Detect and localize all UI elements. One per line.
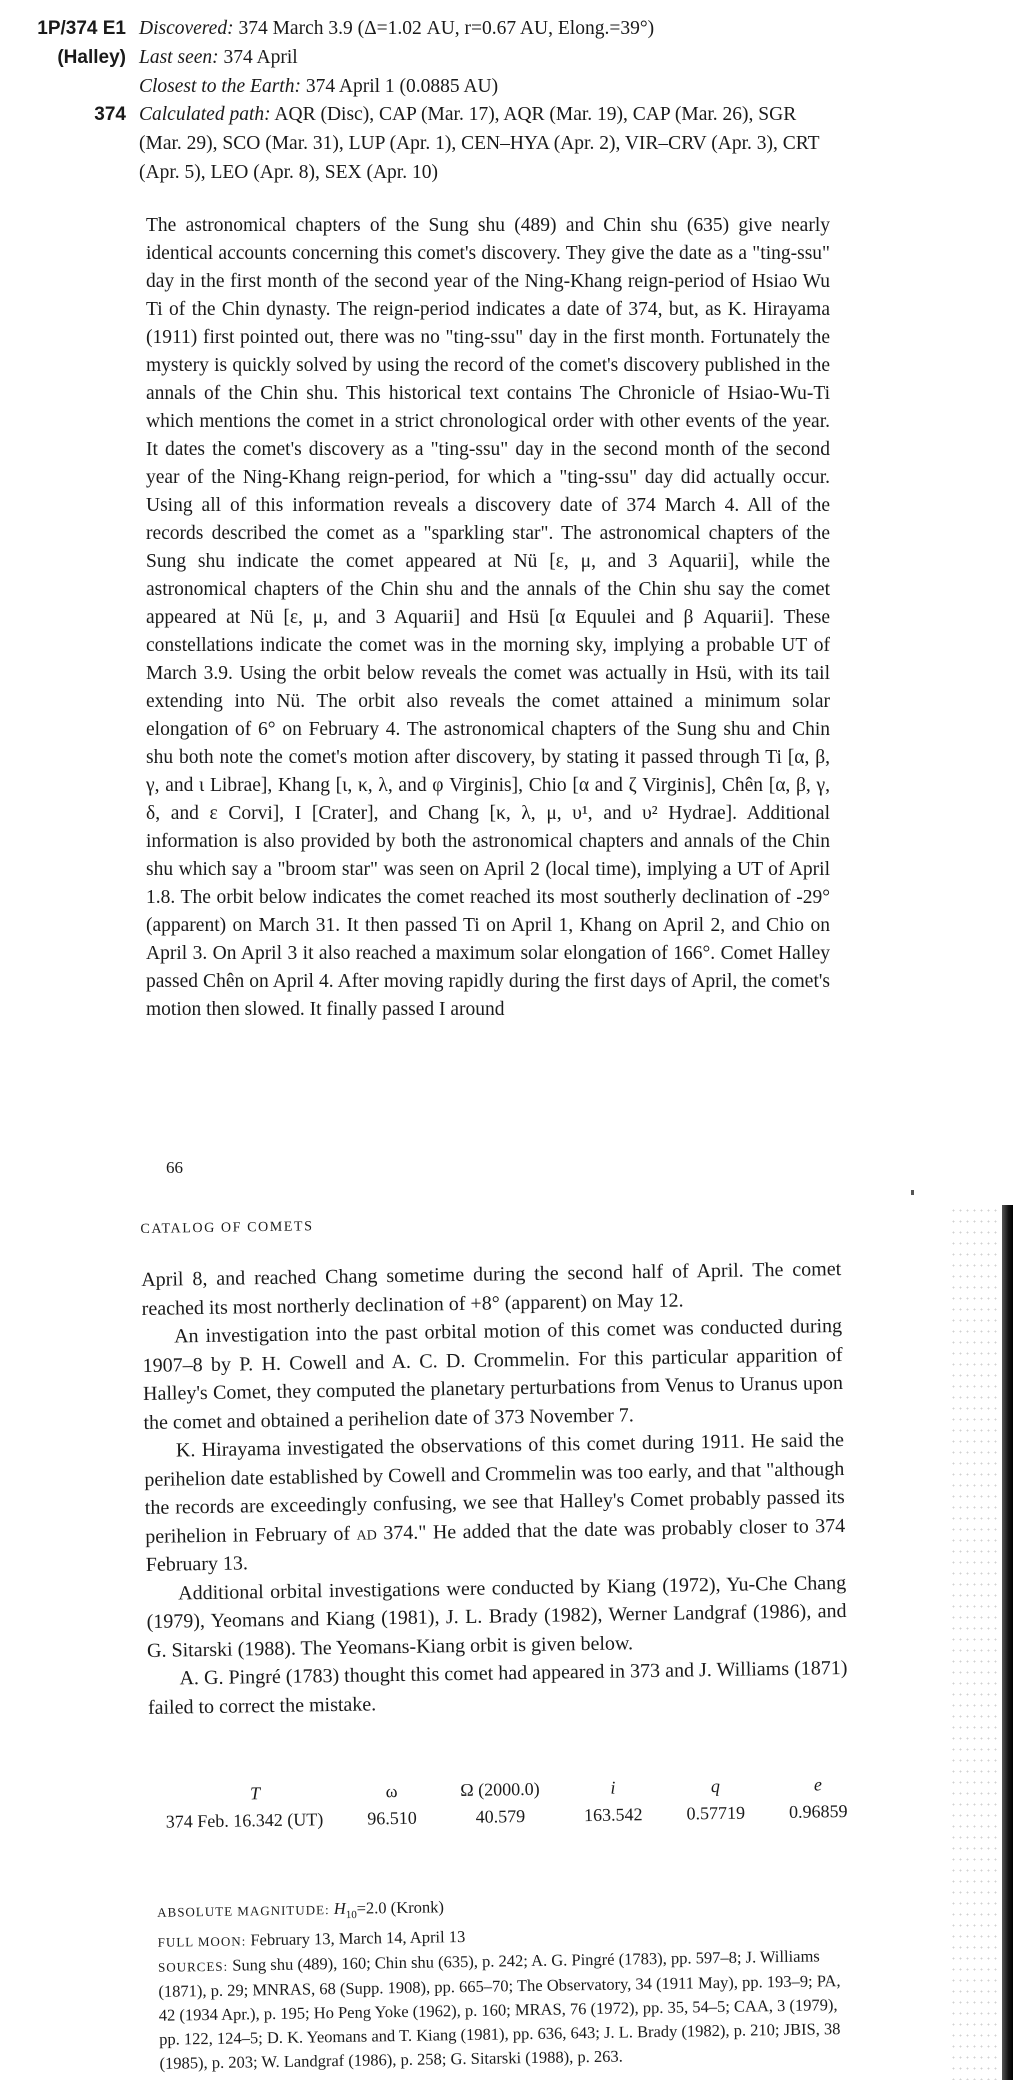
entry-year: 374	[94, 104, 126, 125]
cell-q: 0.57719	[686, 1802, 746, 1824]
closest-value: 374 April 1 (0.0885 AU)	[305, 76, 499, 97]
abs-mag-value: =2.0 (Kronk)	[356, 1897, 445, 1918]
era-abbrev: ad	[356, 1521, 377, 1545]
paragraph-pingre: A. G. Pingré (1783) thought this comet had appeared in 373 and J. Williams (1871) failed to correct the mistake.	[147, 1656, 848, 1719]
header-node: Ω (2000.0)	[460, 1778, 540, 1801]
header-omega: ω	[385, 1781, 398, 1802]
header-inclination: i	[610, 1777, 616, 1798]
closest-label: Closest to the Earth:	[139, 76, 301, 97]
closest-line	[139, 72, 839, 101]
hirayama-text-b: 374." He added that the date was probably closer to 374 February 13.	[145, 1514, 846, 1576]
comet-designation	[2, 14, 126, 72]
header-perihelion: T	[249, 1783, 261, 1804]
sources-value: Sung shu (489), 160; Chin shu (635), p. 242; A. G. Pingré (1783), pp. 597–8; J. Williams (1871), p. 29; MNRAS, 68 (Supp. 1908), pp. 665–70; The Observatory, 34 (1911 May), pp. 193–9; PA, 42 (1934 Apr.), p. 195; Ho Peng Yoke (1962), p. 160; MRAS, 76 (1972), pp. 35, 54–5; CAA, 3 (1979), pp. 122, 124–5; D. K. Yeomans and T. Kiang (1981), pp. 636, 643; J. L. Brady (1982), p. 210; JBIS, 38 (1985), p. 203; W. Landgraf (1986), p. 258; G. Sitarski (1988), p. 263.	[158, 1946, 841, 2074]
comet-summary-header	[139, 14, 839, 101]
scan-edge-shadow	[1002, 1205, 1013, 2080]
full-moon-value: February 13, March 14, April 13	[250, 1927, 466, 1950]
last-seen-value: 374 April	[223, 47, 298, 68]
cell-perihelion: 374 Feb. 16.342 (UT)	[165, 1809, 324, 1832]
designation-line-1: 1P/374 E1	[37, 18, 126, 39]
cell-e: 0.96859	[788, 1800, 848, 1822]
header-e: e	[813, 1774, 823, 1795]
designation-line-2: (Halley)	[57, 47, 126, 68]
orbital-elements-table	[165, 1774, 870, 1833]
sources-label: SOURCES:	[157, 1959, 229, 1976]
paragraph-cowell: An investigation into the past orbital motion of this comet was conducted during 1907–8 by P. H. Cowell and A. C. D. Crommelin. For this particular apparition of Halley's Comet, they computed the planetary perturbations from Venus to Uranus upon the comet and obtained a perihelion date of 373 November 7.	[142, 1314, 844, 1434]
discovered-line	[139, 14, 839, 43]
discovered-label: Discovered:	[139, 18, 234, 39]
hirayama-text-a: K. Hirayama investigated the observations of this comet during 1911. He said the perihelion date established by Cowell and Crommelin was too early, and that "although the records are exceedingly confusing, we see that Halley's Comet probably passed its perihelion in February of	[144, 1428, 845, 1548]
running-head: CATALOG OF COMETS	[140, 1219, 314, 1237]
cell-omega: 96.510	[367, 1807, 417, 1829]
paragraph-continuation: April 8, and reached Chang sometime during the second half of April. The comet reached its most northerly declination of +8° (apparent) on May 12.	[141, 1257, 842, 1320]
path-label: Calculated path:	[139, 104, 271, 125]
cell-node: 40.579	[475, 1806, 526, 1827]
sources-line	[158, 1944, 860, 2076]
last-seen-label: Last seen:	[139, 47, 219, 68]
last-seen-line	[139, 43, 839, 72]
discovery-narrative: The astronomical chapters of the Sung shu (489) and Chin shu (635) give nearly identical accounts concerning this comet's discovery. They give the date as a "ting-ssu" day in the first month of the second year of the Ning-Khang reign-period of Hsiao Wu Ti of the Chin dynasty. The reign-period indicates a date of 374, but, as K. Hirayama (1911) first pointed out, there was no "ting-ssu" day in the first month. Fortunately the mystery is quickly solved by using the record of the comet's discovery published in the annals of the Chin shu. This historical text contains The Chronicle of Hsiao-Wu-Ti which mentions the comet in a strict chronological order with other events of the year. It dates the comet's discovery as a "ting-ssu" day in the second month of the second year of the Ning-Khang reign-period, for which a "ting-ssu" day did actually occur. Using all of this information reveals a discovery date of 374 March 4. All of the records described the comet as a "sparkling star". The astronomical chapters of the Sung shu indicate the comet appeared at Nü [ε, μ, and 3 Aquarii], while the astronomical chapters of the Chin shu and the annals of the Chin shu say the comet appeared at Nü [ε, μ, and 3 Aquarii] and Hsü [α Equulei and β Aquarii]. These constellations indicate the comet was in the morning sky, implying a probable UT of March 3.9. Using the orbit below reveals the comet was actually in Hsü, with its tail extending into Nü. The orbit also reveals the comet attained a minimum solar elongation of 6° on February 4. The astronomical chapters of the Sung shu and Chin shu both note the comet's motion after discovery, by stating it passed through Ti [α, β, γ, and ι Librae], Khang [ι, κ, λ, and φ Virginis], Chio [α and ζ Virginis], Chên [α, β, γ, δ, and ε Corvi], I [Crater], and Chang [κ, λ, μ, υ¹, and υ² Hydrae]. Additional information is also provided by both the astronomical chapters and annals of the Chin shu which say a "broom star" was seen on April 2 (local time), implying a UT of April 1.8. The orbit below indicates the comet reached its most southerly declination of -29° (apparent) on March 31. It then passed Ti on April 1, Khang on April 2, and Chio on April 3. On April 3 it also reached a maximum solar elongation of 166°. Comet Halley passed Chên on April 4. After moving rapidly during the first days of April, the comet's motion then slowed. It finally passed I around	[146, 215, 830, 1020]
full-moon-label: FULL MOON:	[157, 1933, 247, 1951]
calculated-path	[139, 100, 839, 187]
entry-notes	[157, 1889, 860, 2076]
path-value: AQR (Disc), CAP (Mar. 17), AQR (Mar. 19), CAP (Mar. 26), SGR (Mar. 29), SCO (Mar. 31), LUP (Apr. 1), CEN–HYA (Apr. 2), VIR–CRV (Apr. 3), CRT (Apr. 5), LEO (Apr. 8), SEX (Apr. 10)	[139, 104, 820, 183]
page-number: 66	[166, 1158, 183, 1177]
paragraph-investigations: Additional orbital investigations were conducted by Kiang (1972), Yu-Che Chang (1979), Yeomans and Kiang (1981), J. L. Brady (1982), Werner Landgraf (1986), and G. Sitarski (1988). The Yeomans-Kiang orbit is given below.	[146, 1571, 847, 1662]
abs-mag-label: ABSOLUTE MAGNITUDE:	[157, 1902, 330, 1920]
abs-mag-symbol: $H_{10}$	[333, 1898, 357, 1922]
orbit-discussion	[141, 1255, 848, 1722]
header-q: q	[710, 1775, 721, 1797]
cell-inclination: 163.542	[583, 1804, 643, 1826]
second-page	[0, 1186, 1013, 2084]
scan-edge-texture	[950, 1205, 1000, 2080]
paragraph-hirayama	[144, 1426, 846, 1579]
discovered-value: 374 March 3.9 (Δ=1.02 AU, r=0.67 AU, Elong.=39°)	[238, 18, 655, 39]
